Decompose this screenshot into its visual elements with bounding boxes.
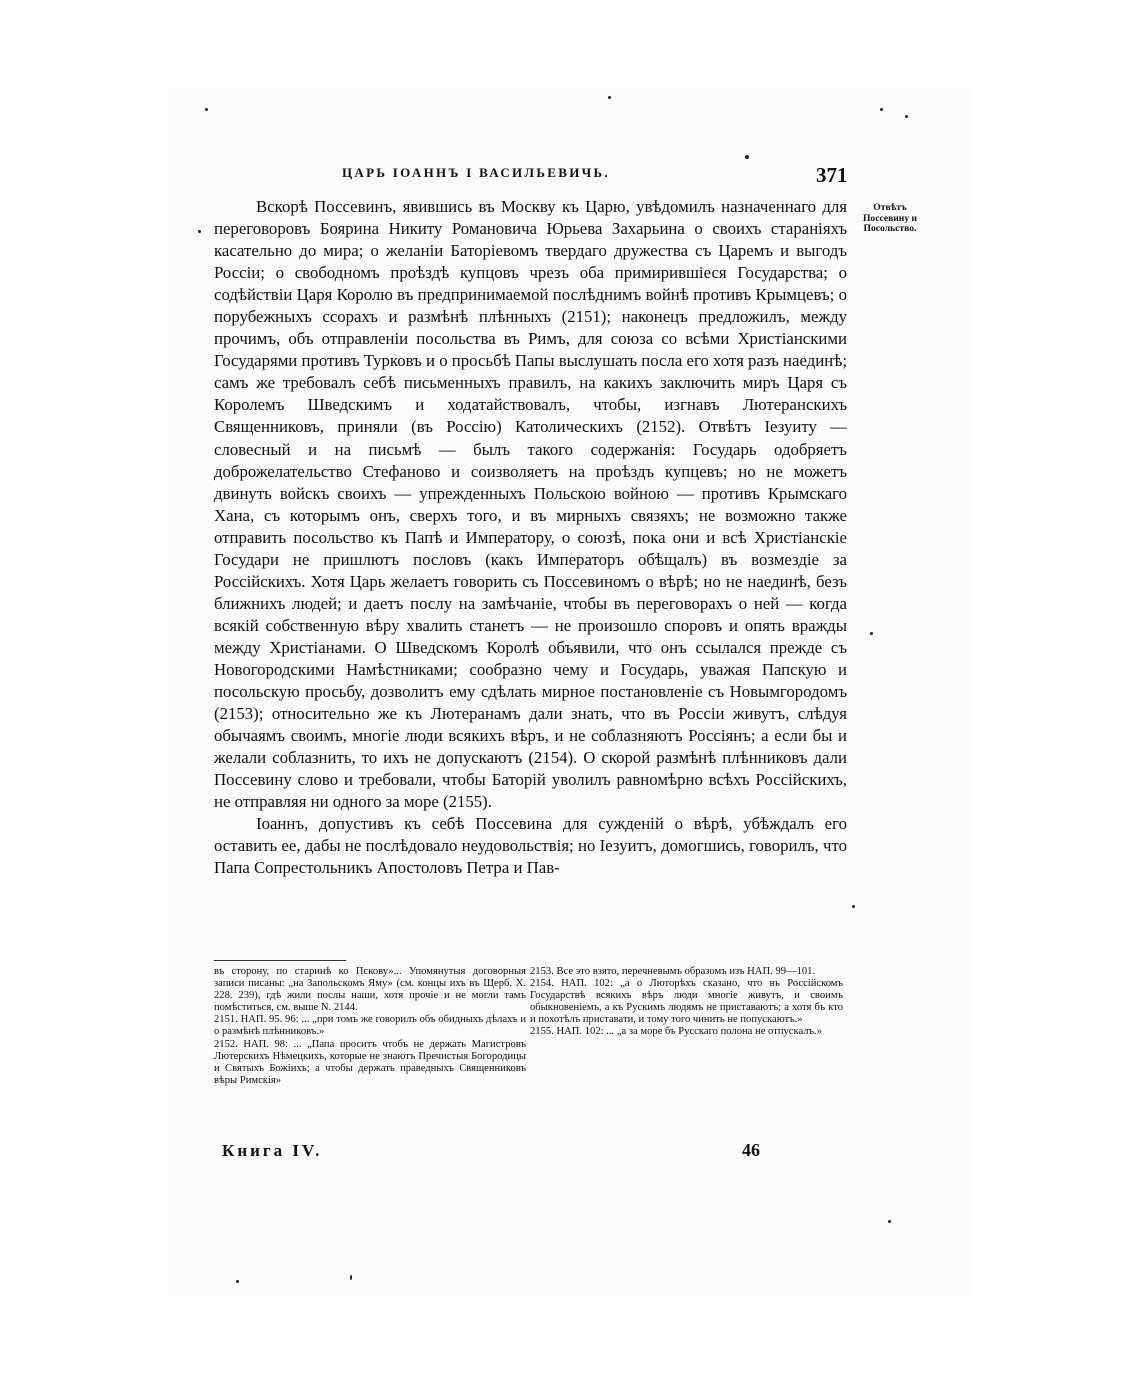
scan-speck xyxy=(236,1280,239,1283)
main-text xyxy=(214,196,847,879)
page-number: 371 xyxy=(816,163,848,187)
scan-speck xyxy=(852,905,855,908)
footnote: 2151. НАП. 95. 96: ... „при томъ же говорилъ объ обидныхъ дѣлахъ и о размѣнѣ плѣнниковъ.» xyxy=(214,1014,526,1038)
scan-speck xyxy=(905,115,908,118)
footnote: 2155. НАП. 102: ... „а за море бъ Русскаго полона не отпускалъ.» xyxy=(530,1026,822,1038)
scan-speck xyxy=(888,1220,891,1223)
body-paragraph: Вскорѣ Поссевинъ, явившись въ Москву къ Царю, увѣдомилъ назначеннаго для переговоровъ Боярина Никиту Романовича Юрьева Захарьина о своихъ стараніяхъ касательно до мира; о желаніи Баторіевомъ твердаго дружества съ Царемъ и выгодъ Россіи; о свободномъ проѣздѣ купцовъ чрезъ оба примирившіеся Государства; о содѣйствіи Царя Королю въ предпринимаемой послѣднимъ войнѣ противъ Крымцевъ; о порубежныхъ ссорахъ и размѣнѣ плѣнныхъ (2151); наконецъ предложилъ, между прочимъ, объ отправленіи посольства въ Римъ, для союза со всѣми Христіанскими Государями противъ Турковъ и о просьбѣ Папы выслушать посла его хотя разъ наединѣ; самъ же требовалъ себѣ письменныхъ правилъ, на какихъ заключить миръ Царя съ Королемъ Шведскимъ и ходатайствовалъ, чтобы, изгнавъ Лютеранскихъ Священниковъ, приняли (въ Россію) Католическихъ (2152). Отвѣтъ Iезуиту — словесный и на письмѣ — былъ такого содержанія: Государь одобряетъ доброжелательство Стефаново и соизволяетъ на проѣздъ купцевъ; но не можетъ двинуть войскъ своихъ — упрежденныхъ Польскою войною — противъ Крымскаго Хана, съ которымъ онъ, сверхъ того, и въ мирныхъ связяхъ; не возможно также отправить посольство къ Папѣ и Императору, о союзѣ, пока они и всѣ Христіанскіе Государи не пришлютъ пословъ (какъ Императоръ обѣщалъ) въ возмездіе за Россійскихъ. Хотя Царь желаетъ говорить съ Поссевиномъ о вѣрѣ; но не наединѣ, безъ ближнихъ людей; и даетъ послу на замѣчаніе, чтобы въ переговорахъ о ней — когда всякій собственную вѣру хвалить станетъ — не произошло споровъ и опять вражды между Христіанами. О Шведскомъ Королѣ объявили, что онъ ссылался прежде съ Новогородскими Намѣстниками; сообразно чему и Государь, уважая Папскую и посольскую просьбу, дозволитъ ему сдѣлать мирное постановленіе съ Новымгородомъ (2153); относительно же къ Лютеранамъ дали знать, что въ Россіи живутъ, слѣдуя обычаямъ своимъ, многіе люди всякихъ вѣръ, и не соблазняютъ Россіянъ; а если бы и желали соблазнить, то ихъ не допускаютъ (2154). О скорой размѣнѣ плѣнниковъ дали Поссевину слово и требовали, чтобы Баторій уволилъ равномѣрно всѣхъ Россійскихъ, не отправляя ни одного за море (2155). xyxy=(214,197,847,812)
footnote: въ сторону, по старинѣ ко Пскову»... Упомянутыя договорныя записи писаны: „на Запольскомъ Яму» (см. концы ихъ въ Щерб. X. 228. 239), гдѣ жили послы наши, хотя прочіе и не могли тамъ помѣститься, см. выше N. 2144. xyxy=(214,966,526,1014)
footnote: 2153. Все это взято, перечневымъ образомъ изъ НАП. 99—101. xyxy=(530,966,816,977)
running-title: ЦАРЬ IОАННЪ I ВАСИЛЬЕВИЧЬ. xyxy=(342,165,610,180)
footnote: 2154. НАП. 102: „а о Люторѣхъ сказано, что въ Россійскомъ Государствѣ всякихъ вѣръ люди многіе живутъ, и своимъ обыкновеніемъ, а къ Рускимъ людямъ не приставаютъ; а хотя бъ кто и похотѣлъ приставати, и тому того чинить не попускаютъ.» xyxy=(530,978,843,1026)
page-header xyxy=(330,163,850,189)
scan-speck xyxy=(745,155,749,159)
body-paragraph: Iоаннъ, допустивъ къ себѣ Поссевина для сужденій о вѣрѣ, убѣждалъ его оставить ее, дабы не послѣдовало неудовольствія; но Iезуитъ, домогшись, говорилъ, что Папа Сопрестольникъ Апостоловъ Петра и Пав- xyxy=(214,814,847,878)
footnote: 2152. НАП. 98: ... „Папа проситъ чтобъ не держать Магистровъ Лютерскихъ Нѣмецкихъ, которые не знаютъ Пречистыя Богородицы и Святыхъ Божіихъ; а чтобы держать праведныхъ Священниковъ вѣры Римскія» xyxy=(214,1038,526,1086)
footnotes-right-column xyxy=(530,966,843,1039)
margin-note: Отвѣтъ Поссевину и Посольство. xyxy=(862,202,918,235)
scan-speck xyxy=(608,96,611,99)
scan-speck xyxy=(205,108,208,111)
footnotes-left-column xyxy=(214,966,526,1087)
scan-speck xyxy=(880,108,883,111)
footnote-separator xyxy=(214,960,346,961)
scan-speck xyxy=(198,230,201,233)
book-signature: Книга IV. xyxy=(222,1141,323,1160)
scan-speck xyxy=(870,632,873,635)
scan-speck xyxy=(350,1275,352,1280)
sheet-number: 46 xyxy=(742,1140,760,1160)
